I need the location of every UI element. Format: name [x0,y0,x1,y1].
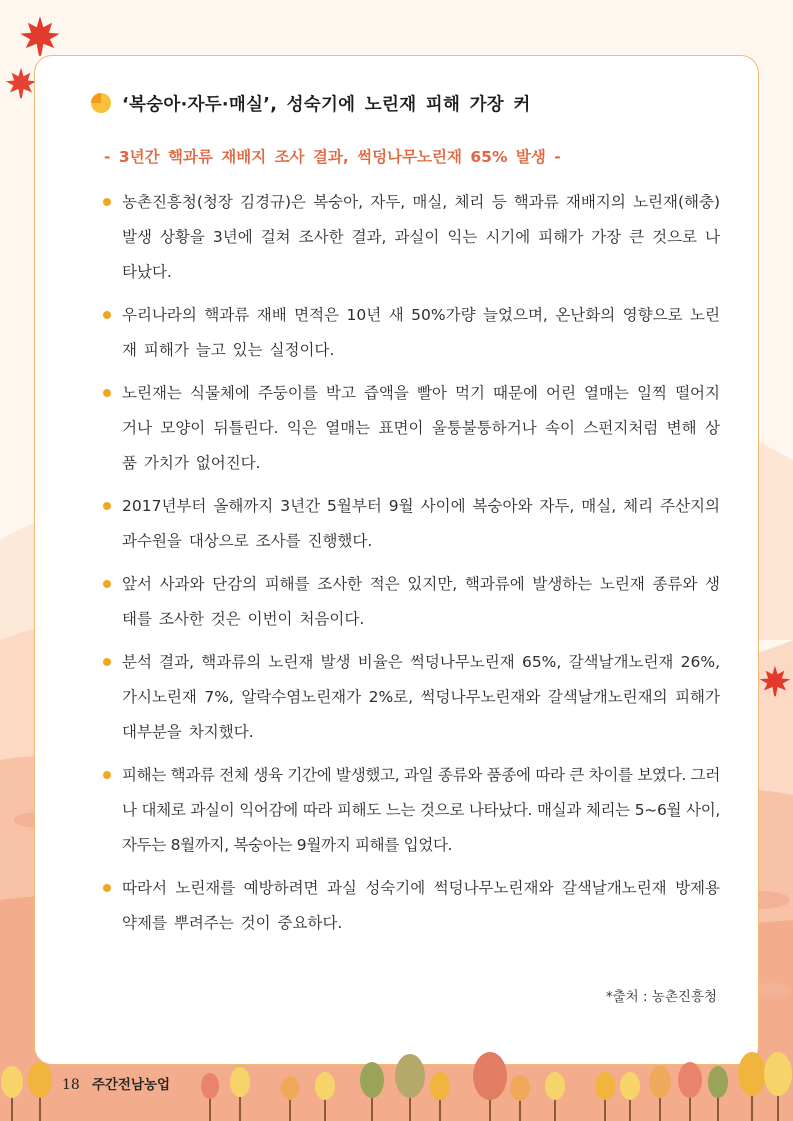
list-item: 분석 결과, 핵과류의 노린재 발생 비율은 썩덩나무노린재 65%, 갈색날개노린재 26%, 가시노린재 7%, 알락수염노린재가 2%로, 썩덩나무노린재와 갈색날개노린재의 피해가 대부분을 차지했다. [100,645,720,750]
maple-leaf-icon [4,66,38,100]
bullet-list [100,185,720,949]
publication-name: 주간전남농업 [91,1077,171,1093]
title-row [90,90,531,116]
maple-leaf-icon [18,14,62,58]
pie-chart-icon [90,92,112,114]
list-item: 2017년부터 올해까지 3년간 5월부터 9월 사이에 복숭아와 자두, 매실, 체리 주산지의 과수원을 대상으로 조사를 진행했다. [100,489,720,559]
list-item: 농촌진흥청(청장 김경규)은 복숭아, 자두, 매실, 체리 등 핵과류 재배지의 노린재(해충) 발생 상황을 3년에 걸쳐 조사한 결과, 과실이 익는 시기에 피해가 가장 큰 것으로 나타났다. [100,185,720,290]
list-item: 노린재는 식물체에 주둥이를 박고 즙액을 빨아 먹기 때문에 어린 열매는 일찍 떨어지거나 모양이 뒤틀린다. 익은 열매는 표면이 울퉁불퉁하거나 속이 스펀지처럼 변해 상품 가치가 없어진다. [100,376,720,481]
list-item: 따라서 노린재를 예방하려면 과실 성숙기에 썩덩나무노린재와 갈색날개노린재 방제용 약제를 뿌려주는 것이 중요하다. [100,871,720,941]
list-item: 우리나라의 핵과류 재배 면적은 10년 새 50%가량 늘었으며, 온난화의 영향으로 노린재 피해가 늘고 있는 실정이다. [100,298,720,368]
maple-leaf-icon [758,664,792,698]
page-subtitle: - 3년간 핵과류 재배지 조사 결과, 썩덩나무노린재 65% 발생 - [104,148,561,166]
page-title: ‘복숭아·자두·매실’, 성숙기에 노린재 피해 가장 커 [122,94,531,115]
source-credit: *출처 : 농촌진흥청 [605,989,717,1005]
list-item: 피해는 핵과류 전체 생육 기간에 발생했고, 과일 종류와 품종에 따라 큰 차이를 보였다. 그러나 대체로 과실이 익어감에 따라 피해도 느는 것으로 나타났다. 매실과 체리는 5~6월 사이, 자두는 8월까지, 복숭아는 9월까지 피해를 입었다. [100,758,720,863]
page-number: 18 [62,1077,80,1093]
page-footer [62,1073,170,1093]
list-item: 앞서 사과와 단감의 피해를 조사한 적은 있지만, 핵과류에 발생하는 노린재 종류와 생태를 조사한 것은 이번이 처음이다. [100,567,720,637]
